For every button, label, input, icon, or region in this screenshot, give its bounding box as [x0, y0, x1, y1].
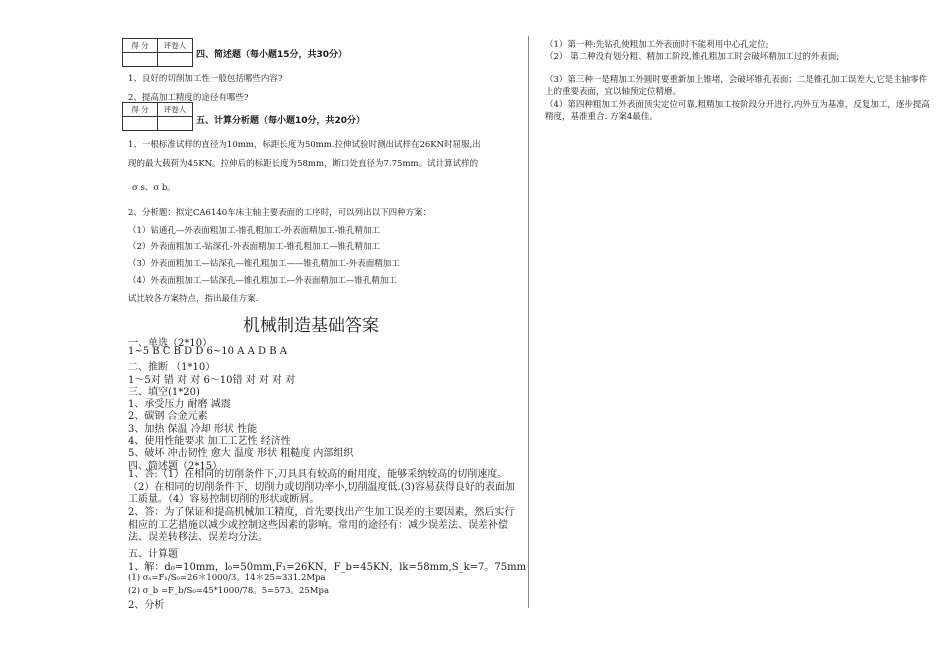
- right-para-4: （4）第四种粗加工外表面顶尖定位可靠,粗精加工按阶段分开进行,内外互为基准，反复加工，逐步提高精度，基准重合. 方案4最佳。: [545, 100, 930, 122]
- option-2: （2）外表面粗加工-钻深孔-外表面精加工-锥孔粗加工—锥孔精加工: [128, 242, 381, 252]
- option-4: （4）外表面粗加工—钻深孔—锥孔粗加工—外表面精加工—锥孔精加工: [128, 276, 397, 286]
- section5-heading: 五、计算分析题（每小题10分，共20分）: [196, 116, 366, 126]
- right-para-3: （3）第三种一是精加工外圆时要重新加上锥堵，会破坏锥孔表面；二是锥孔加工误差大,它是主轴零件上的重要表面，宜以轴预定位精磨。: [545, 75, 928, 97]
- score-label: 得 分: [123, 39, 158, 53]
- answer-line-2: 1~5 B C B D D 6~10 A A D B A: [128, 346, 287, 357]
- calc-line-4: 2、分析: [128, 600, 165, 611]
- grader-label: 评卷人: [158, 103, 193, 117]
- answer-line-9: 4、使用性能要求 加工工艺性 经济性: [128, 436, 291, 447]
- compare-text: 试比较各方案特点，指出最佳方案.: [128, 294, 259, 304]
- answer-line-1: 一、单选（2*10）: [128, 338, 213, 349]
- calc-heading: 五、计算题: [128, 549, 178, 560]
- section5-q1-line2: 现的最大载荷为45KN。拉伸后的标距长度为58mm，断口处直径为7.75mm。试计算试样的: [128, 159, 479, 169]
- column-divider: [528, 36, 529, 608]
- section5-q1-line1: 1、一根标准试样的直径为10mm，标距长度为50mm.拉伸试验时测出试样在26KN时屈服,出: [128, 140, 481, 150]
- score-cell: [123, 117, 158, 131]
- answer-line-6: 1、承受压力 耐磨 减震: [128, 399, 231, 410]
- grader-cell: [158, 117, 193, 131]
- section5-q1-sigma: σ s、σ b。: [132, 183, 176, 193]
- score-cell: [123, 53, 158, 67]
- answer-line-7: 2、碳钢 合金元素: [128, 411, 208, 422]
- score-table-1: [122, 38, 193, 67]
- option-3: （3）外表面粗加工—钻深孔—锥孔粗加工——锥孔精加工-外表面精加工: [128, 259, 400, 269]
- calc-line-3: (2) σ_b =F_b/S₀=45*1000/78。5=573。25Mpa: [128, 586, 330, 596]
- grader-cell: [158, 53, 193, 67]
- section5-q2-intro: 2、分析题：拟定CA6140车床主轴主要表面的工序时，可以列出以下四种方案：: [128, 208, 432, 218]
- answer-line-11: 四、简述题（2*15）: [128, 461, 223, 472]
- answer-title: 机械制造基础答案: [243, 316, 379, 336]
- right-line-1: （1）第一种:先钻孔使粗加工外表面时不能利用中心孔定位;: [545, 40, 769, 50]
- right-line-2: （2） 第二种没有划分粗、精加工阶段,锥孔粗加工时会破坏精加工过的外表面;: [545, 52, 840, 62]
- option-1: （1）钻通孔—外表面粗加工-锥孔粗加工-外表面精加工-锥孔精加工: [128, 226, 381, 236]
- section4-q2: 2、提高加工精度的途径有哪些?: [128, 93, 249, 103]
- answer-line-5: 三、填空(1*20): [128, 387, 200, 398]
- answer-line-10: 5、破坏 冲击韧性 愈大 温度 形状 粗糙度 内部组织: [128, 448, 354, 459]
- answer-line-4: 1～5对 错 对 对 6～10错 对 对 对 对: [128, 375, 296, 386]
- answer-line-3: 二、推断 （1*10）: [128, 362, 216, 373]
- answer-line-8: 3、加热 保温 冷却 形状 性能: [128, 424, 258, 435]
- score-label: 得 分: [123, 103, 158, 117]
- section4-heading: 四、简述题（每小题15分，共30分）: [196, 50, 348, 60]
- answer-para-1: 1、答:（1）在相同的切削条件下,刀具具有较高的耐用度，能够采纳较高的切削速度。（2）在相同的切削条件下，切削力或切削功率小,切削温度低.(3)容易获得良好的表面加工质量。（4）容易控制切削的形状或断屑。: [128, 469, 515, 505]
- calc-line-2: (1) σₛ=F₁/S₀=26＊1000/3。14＊25=331.2Mpa: [128, 573, 326, 583]
- score-table-2: [122, 102, 193, 131]
- calc-line-1: 1、解：d₀=10mm，l₀=50mm,F₁=26KN，F_b=45KN，lk=58mm,S_k=7。75mm: [128, 562, 527, 573]
- section4-q1: 1、良好的切削加工性一般包括哪些内容?: [128, 74, 283, 84]
- answer-para-2: 2、答：为了保证和提高机械加工精度，首先要找出产生加工误差的主要因素，然后实行相应的工艺措施以减少或控制这些因素的影响。常用的途径有：减少误差法、误差补偿法、误差转移法、误差均分法。: [128, 507, 515, 543]
- grader-label: 评卷人: [158, 39, 193, 53]
